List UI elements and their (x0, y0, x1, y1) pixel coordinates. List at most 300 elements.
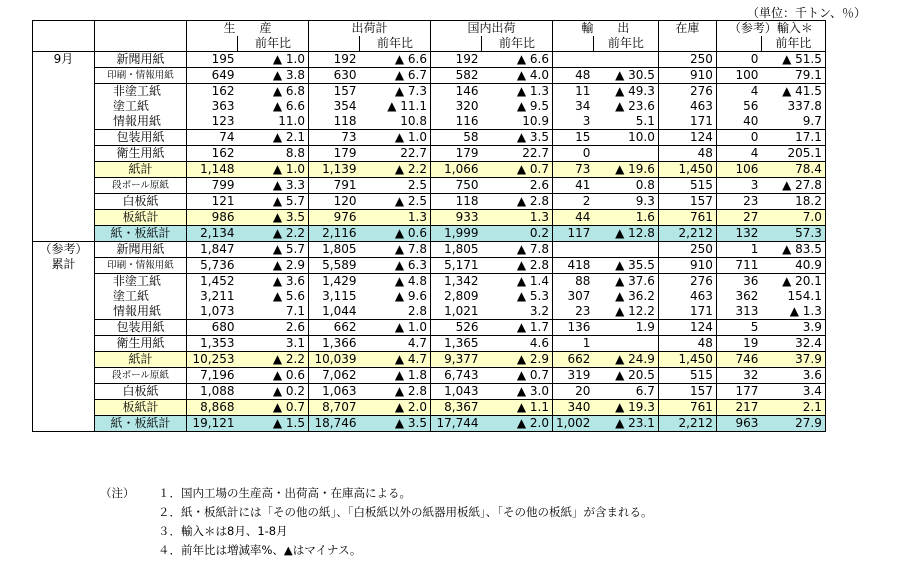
table-cell: 2.6 (482, 178, 553, 194)
table-cell: 9.3 (593, 194, 658, 210)
table-cell: 7.0 (761, 210, 825, 226)
header-seisan: 生 産 (187, 21, 309, 37)
table-cell: 20 (553, 384, 594, 400)
table-cell: ▲ 2.2 (238, 352, 309, 368)
table-cell: 1,044 (309, 304, 360, 320)
table-row (33, 84, 826, 100)
table-cell: 711 (716, 258, 761, 274)
table-cell: 179 (309, 146, 360, 162)
table-cell: ▲ 41.5 (761, 84, 825, 100)
header-shukka: 出荷計 (309, 21, 431, 37)
table-cell: 1,366 (309, 336, 360, 352)
table-row (33, 320, 826, 336)
table-cell (553, 242, 594, 258)
table-cell (553, 52, 594, 68)
table-cell (593, 146, 658, 162)
table-cell: 680 (187, 320, 238, 336)
table-cell: ▲ 4.0 (482, 68, 553, 84)
subheader-zennenhi: 前年比 (593, 36, 658, 52)
table-cell: 124 (658, 130, 716, 146)
table-cell: ▲ 37.6 (593, 274, 658, 290)
table-row (33, 384, 826, 400)
table-cell: ▲ 4.8 (360, 274, 431, 290)
table-cell: 1.3 (482, 210, 553, 226)
table-cell: 32.4 (761, 336, 825, 352)
table-cell: ▲ 6.7 (360, 68, 431, 84)
table-cell: 116 (431, 114, 482, 130)
subheader-zennenhi: 前年比 (238, 36, 309, 52)
row-item-label: 情報用紙 (95, 114, 187, 130)
table-cell: 56 (716, 99, 761, 114)
row-item-label: 塗工紙 (95, 99, 187, 114)
section-label (33, 52, 95, 242)
table-cell: 19 (716, 336, 761, 352)
table-row (33, 68, 826, 84)
row-item-label: 段ボール原紙 (95, 178, 187, 194)
table-cell: ▲ 2.0 (482, 416, 553, 432)
table-cell: 3.4 (761, 384, 825, 400)
table-cell: 9.7 (761, 114, 825, 130)
table-cell: ▲ 6.8 (238, 84, 309, 100)
table-row (33, 162, 826, 178)
table-cell: ▲ 6.6 (238, 99, 309, 114)
table-cell: ▲ 83.5 (761, 242, 825, 258)
table-cell: 27.9 (761, 416, 825, 432)
table-cell: ▲ 2.2 (238, 226, 309, 242)
table-cell: 4.7 (360, 336, 431, 352)
table-cell: 41 (553, 178, 594, 194)
table-cell: 117 (553, 226, 594, 242)
subheader-zennenhi: 前年比 (761, 36, 825, 52)
table-cell: 5,589 (309, 258, 360, 274)
table-cell: 157 (658, 384, 716, 400)
table-cell: 976 (309, 210, 360, 226)
note-item: ２．紙・板紙計には「その他の紙」、「白板紙以外の紙器用板紙」、「その他の板紙」が含まれる。 (158, 505, 653, 519)
table-cell: 1,805 (309, 242, 360, 258)
table-cell: 1,043 (431, 384, 482, 400)
table-cell: 88 (553, 274, 594, 290)
row-item-label: 紙計 (95, 352, 187, 368)
table-cell: 195 (187, 52, 238, 68)
row-item-label: 紙・板紙計 (95, 416, 187, 432)
table-cell: 123 (187, 114, 238, 130)
table-cell: ▲ 1.3 (761, 304, 825, 320)
table-cell: 799 (187, 178, 238, 194)
table-cell: 74 (187, 130, 238, 146)
header-row (33, 21, 826, 37)
table-cell: 1,450 (658, 162, 716, 178)
table-cell: 10.8 (360, 114, 431, 130)
table-row (33, 194, 826, 210)
table-cell: 78.4 (761, 162, 825, 178)
table-cell: ▲ 9.5 (482, 99, 553, 114)
table-cell: 57.3 (761, 226, 825, 242)
table-cell: 1,021 (431, 304, 482, 320)
table-cell: 910 (658, 68, 716, 84)
row-item-label: 塗工紙 (95, 289, 187, 304)
table-cell: 192 (309, 52, 360, 68)
table-cell: 37.9 (761, 352, 825, 368)
table-row (33, 242, 826, 258)
table-cell: 4 (716, 146, 761, 162)
table-cell: 1,450 (658, 352, 716, 368)
table-cell: 10.9 (482, 114, 553, 130)
table-cell: 4 (716, 84, 761, 100)
section-label-line: 累計 (51, 257, 76, 271)
table-cell: 3,115 (309, 289, 360, 304)
table-cell: ▲ 1.5 (238, 416, 309, 432)
table-cell: 662 (309, 320, 360, 336)
table-cell: ▲ 24.9 (593, 352, 658, 368)
table-cell (593, 336, 658, 352)
table-cell: 4.6 (482, 336, 553, 352)
table-cell: ▲ 2.8 (482, 194, 553, 210)
table-cell: ▲ 3.3 (238, 178, 309, 194)
table-cell: ▲ 0.6 (360, 226, 431, 242)
table-cell: 48 (658, 336, 716, 352)
table-cell: 1,805 (431, 242, 482, 258)
header-blank-cat (33, 21, 95, 37)
table-cell: 1,847 (187, 242, 238, 258)
table-cell: 120 (309, 194, 360, 210)
table-cell: 791 (309, 178, 360, 194)
table-cell: 7,062 (309, 368, 360, 384)
table-cell: 22.7 (360, 146, 431, 162)
table-row (33, 52, 826, 68)
table-cell: 250 (658, 242, 716, 258)
table-cell: ▲ 2.9 (482, 352, 553, 368)
table-cell: ▲ 2.2 (360, 162, 431, 178)
table-cell: 463 (658, 289, 716, 304)
table-cell: 340 (553, 400, 594, 416)
table-cell: 124 (658, 320, 716, 336)
table-cell: ▲ 3.6 (238, 274, 309, 290)
table-row (33, 210, 826, 226)
table-cell: ▲ 27.8 (761, 178, 825, 194)
row-item-label: 包装用紙 (95, 130, 187, 146)
table-cell: 313 (716, 304, 761, 320)
row-item-label: 非塗工紙 (95, 84, 187, 100)
table-cell: 963 (716, 416, 761, 432)
table-cell: 23 (716, 194, 761, 210)
table-cell: ▲ 23.1 (593, 416, 658, 432)
table-row (33, 416, 826, 432)
table-cell: 363 (187, 99, 238, 114)
table-row (33, 400, 826, 416)
table-cell: 0 (716, 52, 761, 68)
section-label-line: （参考） (39, 242, 88, 256)
table-cell: ▲ 1.1 (482, 400, 553, 416)
table-cell: ▲ 1.4 (482, 274, 553, 290)
table-cell: 2.5 (360, 178, 431, 194)
table-cell: 32 (716, 368, 761, 384)
table-cell: 118 (431, 194, 482, 210)
table-cell: 933 (431, 210, 482, 226)
table-cell: ▲ 1.0 (238, 52, 309, 68)
table-cell: 6,743 (431, 368, 482, 384)
unit-label: （単位：千トン、％） (746, 6, 866, 20)
table-row (33, 258, 826, 274)
table-cell: 2,809 (431, 289, 482, 304)
table-cell: 910 (658, 258, 716, 274)
table-cell: 162 (187, 84, 238, 100)
table-cell: 162 (187, 146, 238, 162)
table-row (33, 99, 826, 114)
note-item: １．国内工場の生産高・出荷高・在庫高による。 (158, 486, 411, 500)
table-cell: 17.1 (761, 130, 825, 146)
table-cell: 7.1 (238, 304, 309, 320)
table-cell: 1,999 (431, 226, 482, 242)
table-cell: 3.1 (238, 336, 309, 352)
table-cell: ▲ 0.7 (482, 162, 553, 178)
table-cell: 582 (431, 68, 482, 84)
table-cell: ▲ 1.0 (360, 130, 431, 146)
table-cell: 7,196 (187, 368, 238, 384)
header-yushutsu: 輸 出 (553, 21, 659, 37)
table-cell: 2.1 (761, 400, 825, 416)
table-cell: 0 (716, 130, 761, 146)
table-cell: 205.1 (761, 146, 825, 162)
row-item-label: 白板紙 (95, 384, 187, 400)
table-row (33, 130, 826, 146)
table-cell: 5,736 (187, 258, 238, 274)
table-cell: 515 (658, 368, 716, 384)
table-row (33, 352, 826, 368)
table-cell: 2 (553, 194, 594, 210)
table-cell: 1,073 (187, 304, 238, 320)
table-cell: ▲ 4.7 (360, 352, 431, 368)
table-cell: 1,429 (309, 274, 360, 290)
table-cell: 1,148 (187, 162, 238, 178)
table-cell: 22.7 (482, 146, 553, 162)
table-cell: ▲ 23.6 (593, 99, 658, 114)
note-item: ４．前年比は増減率%、▲はマイナス。 (158, 543, 362, 557)
table-cell (593, 242, 658, 258)
table-cell: 1.9 (593, 320, 658, 336)
table-cell: ▲ 19.6 (593, 162, 658, 178)
header-yunyu: （参考）輸入＊ (716, 21, 825, 37)
table-cell: 1.3 (360, 210, 431, 226)
table-cell: 250 (658, 52, 716, 68)
table-cell: 17,744 (431, 416, 482, 432)
row-item-label: 非塗工紙 (95, 274, 187, 290)
table-cell: ▲ 2.8 (360, 384, 431, 400)
table-cell: 136 (553, 320, 594, 336)
notes (100, 484, 653, 560)
table-cell: 48 (658, 146, 716, 162)
table-cell: 1,002 (553, 416, 594, 432)
table-cell: 10,039 (309, 352, 360, 368)
row-item-label: 印刷・情報用紙 (95, 258, 187, 274)
table-cell: 171 (658, 304, 716, 320)
table-cell: 3.9 (761, 320, 825, 336)
table-cell: ▲ 3.8 (238, 68, 309, 84)
row-item-label: 新聞用紙 (95, 242, 187, 258)
row-item-label: 板紙計 (95, 210, 187, 226)
table-cell: 18.2 (761, 194, 825, 210)
table-cell: 79.1 (761, 68, 825, 84)
table-cell: 276 (658, 274, 716, 290)
table-row (33, 274, 826, 290)
table-cell: 463 (658, 99, 716, 114)
table-cell: 58 (431, 130, 482, 146)
table-cell: ▲ 19.3 (593, 400, 658, 416)
table-cell: 19,121 (187, 416, 238, 432)
table-cell: 8,707 (309, 400, 360, 416)
table-cell: 1,066 (431, 162, 482, 178)
subheader-zennenhi: 前年比 (482, 36, 553, 52)
table-cell: ▲ 5.3 (482, 289, 553, 304)
table-cell: 10.0 (593, 130, 658, 146)
table-cell: 526 (431, 320, 482, 336)
row-item-label: 包装用紙 (95, 320, 187, 336)
table-cell: 48 (553, 68, 594, 84)
table-cell: 171 (658, 114, 716, 130)
table-cell: ▲ 6.6 (482, 52, 553, 68)
note-item: ３．輸入＊は8月、1-8月 (158, 524, 288, 538)
table-cell: ▲ 3.0 (482, 384, 553, 400)
table-cell: ▲ 5.7 (238, 242, 309, 258)
table-cell: 15 (553, 130, 594, 146)
table-cell: 9,377 (431, 352, 482, 368)
table-cell: 3,211 (187, 289, 238, 304)
row-item-label: 新聞用紙 (95, 52, 187, 68)
table-cell: 40 (716, 114, 761, 130)
table-cell: ▲ 5.6 (238, 289, 309, 304)
row-item-label: 白板紙 (95, 194, 187, 210)
table-cell: 177 (716, 384, 761, 400)
table-cell: 362 (716, 289, 761, 304)
table-cell: 662 (553, 352, 594, 368)
table-cell: 1,088 (187, 384, 238, 400)
row-item-label: 印刷・情報用紙 (95, 68, 187, 84)
table-row (33, 114, 826, 130)
table-cell: 515 (658, 178, 716, 194)
row-item-label: 衛生用紙 (95, 336, 187, 352)
table-cell: ▲ 2.1 (238, 130, 309, 146)
table-row (33, 146, 826, 162)
table-cell: 320 (431, 99, 482, 114)
table-cell: ▲ 2.8 (482, 258, 553, 274)
table-cell: 6.7 (593, 384, 658, 400)
table-cell: ▲ 9.6 (360, 289, 431, 304)
table-cell: 2,134 (187, 226, 238, 242)
subheader-zennenhi: 前年比 (360, 36, 431, 52)
table-cell: 3 (553, 114, 594, 130)
table-cell: 157 (658, 194, 716, 210)
row-item-label: 情報用紙 (95, 304, 187, 320)
table-cell: 44 (553, 210, 594, 226)
table-cell: ▲ 36.2 (593, 289, 658, 304)
table-cell: 5,171 (431, 258, 482, 274)
table-cell: 750 (431, 178, 482, 194)
table-cell: 157 (309, 84, 360, 100)
subheader-blank-cat (33, 36, 95, 52)
table-cell: 5.1 (593, 114, 658, 130)
table-cell: 1 (716, 242, 761, 258)
header-zaiko: 在庫 (658, 21, 716, 37)
table-cell: 2,116 (309, 226, 360, 242)
table-cell: ▲ 7.8 (482, 242, 553, 258)
section-label (33, 242, 95, 432)
table-cell: ▲ 1.0 (360, 320, 431, 336)
table-row (33, 289, 826, 304)
table-cell: 307 (553, 289, 594, 304)
table-cell: 337.8 (761, 99, 825, 114)
table-cell: 2,212 (658, 416, 716, 432)
table-cell: 0.2 (482, 226, 553, 242)
table-cell: 179 (431, 146, 482, 162)
row-item-label: 板紙計 (95, 400, 187, 416)
table-cell: ▲ 6.3 (360, 258, 431, 274)
table-row (33, 304, 826, 320)
table-cell: ▲ 11.1 (360, 99, 431, 114)
table-cell: 5 (716, 320, 761, 336)
table-cell: ▲ 1.7 (482, 320, 553, 336)
notes-head: （注） (100, 486, 135, 500)
header-kokunai: 国内出荷 (431, 21, 553, 37)
table-cell: ▲ 3.5 (238, 210, 309, 226)
table-cell: ▲ 51.5 (761, 52, 825, 68)
header-blank-item (95, 21, 187, 37)
table-cell: 118 (309, 114, 360, 130)
table-cell: ▲ 2.5 (360, 194, 431, 210)
table-cell: 2.8 (360, 304, 431, 320)
table-cell: 10,253 (187, 352, 238, 368)
table-cell: 217 (716, 400, 761, 416)
table-cell: 1,365 (431, 336, 482, 352)
table-cell: 649 (187, 68, 238, 84)
table-cell: ▲ 35.5 (593, 258, 658, 274)
table-cell: 354 (309, 99, 360, 114)
table-cell: 418 (553, 258, 594, 274)
table-cell: 3.6 (761, 368, 825, 384)
table-cell: 34 (553, 99, 594, 114)
table-cell: 1,353 (187, 336, 238, 352)
row-item-label: 段ボール原紙 (95, 368, 187, 384)
table-cell: ▲ 2.0 (360, 400, 431, 416)
table-cell: 276 (658, 84, 716, 100)
table-cell: ▲ 2.9 (238, 258, 309, 274)
table-cell: 8,868 (187, 400, 238, 416)
paper-production-table (32, 20, 826, 432)
table-row (33, 368, 826, 384)
section-label-line: 9月 (53, 52, 74, 66)
table-cell: ▲ 7.3 (360, 84, 431, 100)
subheader-row (33, 36, 826, 52)
table-cell: 8,367 (431, 400, 482, 416)
table-cell: 0 (553, 146, 594, 162)
table-cell: ▲ 30.5 (593, 68, 658, 84)
table-cell: ▲ 0.6 (238, 368, 309, 384)
table-cell: 11.0 (238, 114, 309, 130)
table-cell: 73 (553, 162, 594, 178)
table-cell: 746 (716, 352, 761, 368)
table-cell: 630 (309, 68, 360, 84)
table-cell: 1 (553, 336, 594, 352)
table-cell: ▲ 7.8 (360, 242, 431, 258)
table-row (33, 178, 826, 194)
table-cell: 18,746 (309, 416, 360, 432)
table-cell: ▲ 49.3 (593, 84, 658, 100)
row-item-label: 紙・板紙計 (95, 226, 187, 242)
table-cell: 3.2 (482, 304, 553, 320)
table-cell: 40.9 (761, 258, 825, 274)
table-cell: ▲ 12.8 (593, 226, 658, 242)
table-cell: 23 (553, 304, 594, 320)
table-cell: 986 (187, 210, 238, 226)
table-cell: ▲ 0.7 (482, 368, 553, 384)
